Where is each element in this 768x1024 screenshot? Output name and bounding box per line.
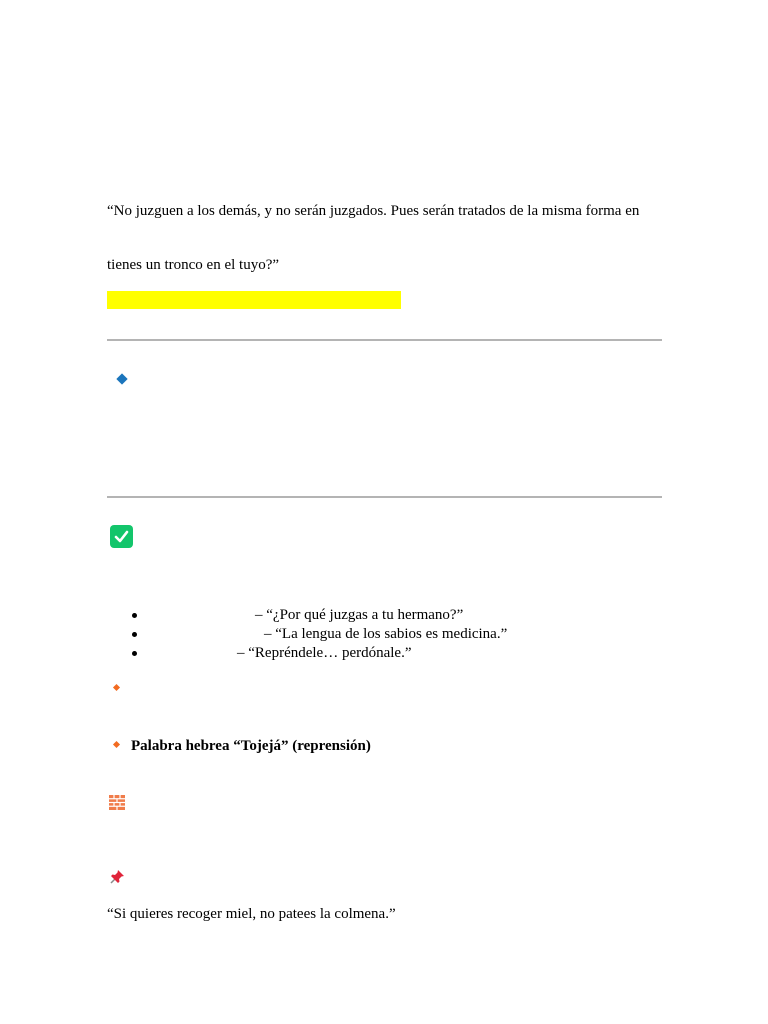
blue-diamond-icon [116,373,127,384]
bullet-icon [132,632,137,637]
orange-diamond-icon [113,684,120,691]
pushpin-icon [109,869,125,890]
hebrew-word-heading: Palabra hebrea “Tojejá” (reprensión) [131,738,371,754]
highlight-bar [107,291,401,309]
reference-text: – “¿Por qué juzgas a tu hermano?” [255,607,464,623]
bullet-icon [132,613,137,618]
quote-line-1: “No juzguen a los demás, y no serán juzgados. Pues serán tratados de la misma forma en [107,203,640,219]
bullet-icon [132,651,137,656]
brick-icon [109,795,125,815]
proverb-text: “Si quieres recoger miel, no patees la colmena.” [107,906,396,922]
quote-line-2: tienes un tronco en el tuyo?” [107,257,280,273]
orange-diamond-icon [113,741,120,748]
check-mark-icon [110,525,133,548]
reference-text: – “Repréndele… perdónale.” [237,645,412,661]
divider-2 [107,496,662,498]
divider-1 [107,339,662,341]
reference-text: – “La lengua de los sabios es medicina.” [264,626,508,642]
